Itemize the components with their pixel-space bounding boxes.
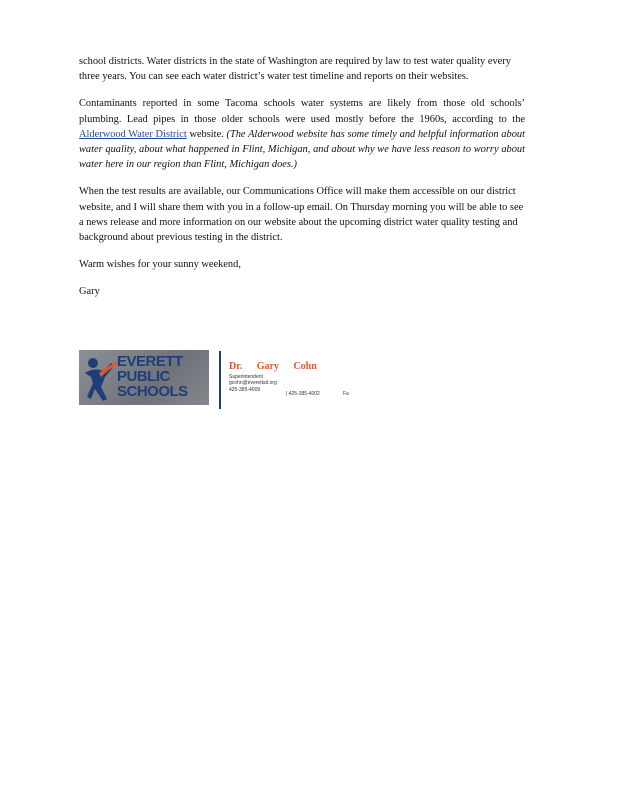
signature-name: Dr. Gary Cohn <box>229 361 317 372</box>
signature-title: Superintendent <box>229 374 263 380</box>
signature-phone-2: | 425-385-4002 <box>286 391 320 397</box>
signature-email[interactable]: gcohn@everettsd.org <box>229 380 277 386</box>
logo-word-public: PUBLIC <box>117 368 170 385</box>
closing-line: Warm wishes for your sunny weekend, <box>79 259 241 271</box>
logo-word-schools: SCHOOLS <box>117 383 188 400</box>
signature-first-name: Gary <box>79 286 100 298</box>
paragraph-test-results: When the test results are available, our Communications Office will make them accessible on our district website, and I will share them with you in a follow-up email. On Thursday morning you will be able to see a news release and more information on our website about the upcoming district water quality testing and background about previous testing in the district. <box>79 186 524 244</box>
signature-phone: 425-385-4009 <box>229 387 261 393</box>
alderwood-water-district-link[interactable]: Alderwood Water District <box>79 128 187 140</box>
paragraph-contaminants-website: website. <box>186 128 227 140</box>
running-figure-icon <box>81 353 121 403</box>
paragraph-water-districts: school districts. Water districts in the state of Washington are required by law to test water quality every three years. You can see each water district’s water test timeline and reports on their websites. <box>79 56 511 83</box>
everett-public-schools-logo <box>79 350 209 405</box>
logo-wordmark <box>117 354 209 399</box>
paragraph-contaminants-italic-note: (The Alderwood website has some timely and helpful information about water quality, about what happened in Flint, Michigan, and about why we have less reason to worry about water here in our region than Flint, Michigan does.) <box>79 128 525 171</box>
paragraph-contaminants <box>79 96 525 172</box>
signature-fax: Fa <box>343 391 349 397</box>
paragraph-contaminants-text: Contaminants reported in some Tacoma schools water systems are likely from those old schools’ plumbing. Lead pipes in those older schools were used mostly before the 1960s, according to the <box>79 98 525 125</box>
letter-body <box>79 54 525 312</box>
email-signature <box>79 350 379 410</box>
logo-word-everett: EVERETT <box>117 353 183 370</box>
signature-divider <box>219 351 221 409</box>
